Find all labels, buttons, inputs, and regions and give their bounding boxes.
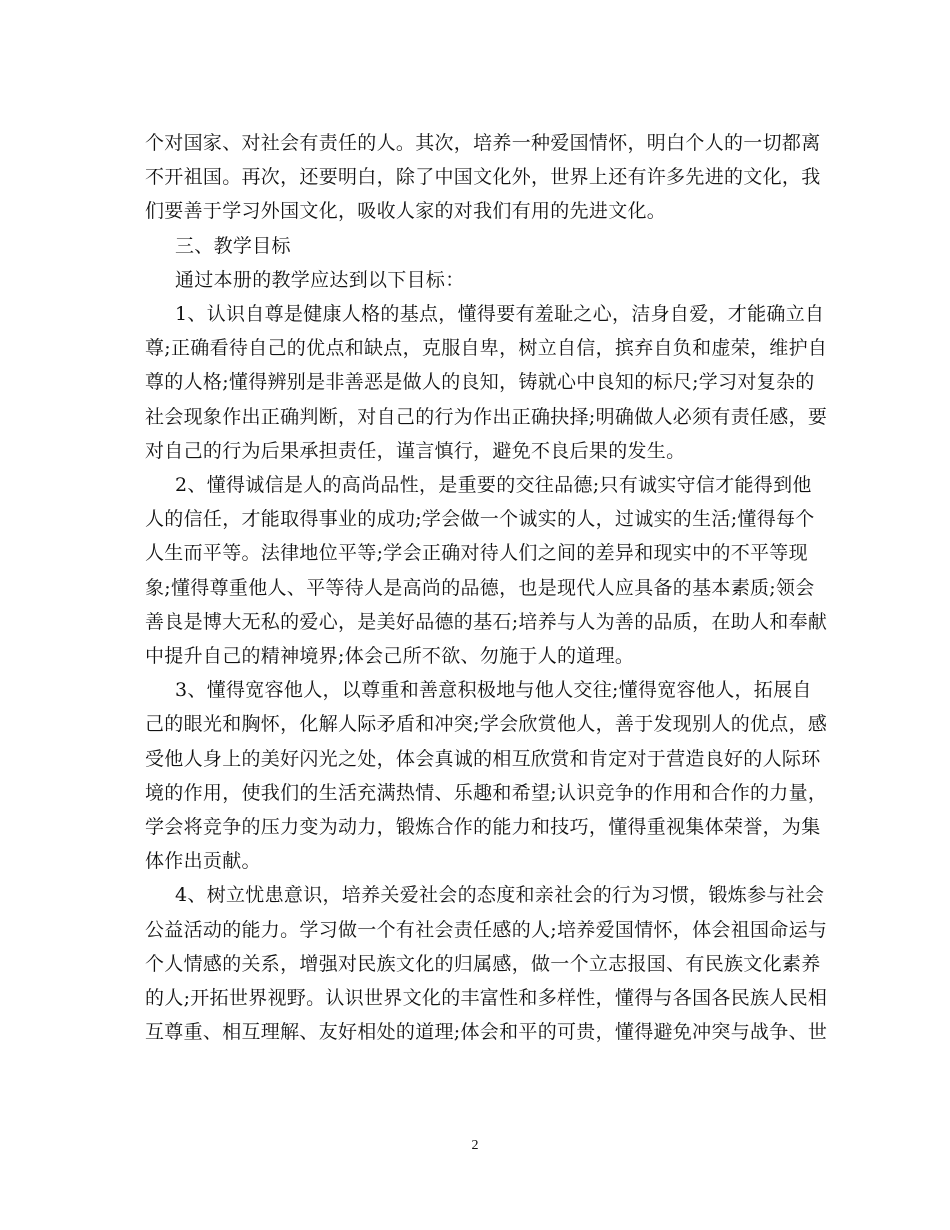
text-line: 2、懂得诚信是人的高尚品性，是重要的交往品德;只有诚实守信才能得到他	[175, 474, 812, 497]
text-line: 1、认识自尊是健康人格的基点，懂得要有羞耻之心，洁身自爱，才能确立自	[175, 303, 825, 326]
text-line: 人生而平等。法律地位平等;学会正确对待人们之间的差异和现实中的不平等现	[145, 542, 808, 565]
paragraph-goal-3	[145, 673, 828, 878]
paragraph-goal-1	[145, 297, 828, 468]
text-line: 境的作用，使我们的生活充满热情、乐趣和希望;认识竞争的作用和合作的力量，	[145, 781, 828, 804]
text-line: 社会现象作出正确判断，对自己的行为作出正确抉择;明确做人必须有责任感，要	[145, 405, 828, 428]
text-line: 学会将竞争的压力变为动力，锻炼合作的能力和技巧，懂得重视集体荣誉，为集	[145, 816, 821, 839]
text-line: 不开祖国。再次，还要明白，除了中国文化外，世界上还有许多先进的文化，我	[145, 166, 821, 189]
body-text	[145, 126, 828, 1049]
text-line: 4、树立忧患意识，培养关爱社会的态度和亲社会的行为习惯，锻炼参与社会	[175, 884, 825, 907]
text-line: 们要善于学习外国文化，吸收人家的对我们有用的先进文化。	[145, 200, 667, 223]
page-number: 2	[471, 1138, 479, 1153]
paragraph-continuation	[145, 126, 821, 229]
text-line: 尊;正确看待自己的优点和缺点，克服自卑，树立自信，摈弃自负和虚荣，维护自	[145, 337, 828, 360]
paragraph-goal-2	[145, 468, 828, 673]
text-line: 公益活动的能力。学习做一个有社会责任感的人;培养爱国情怀，体会祖国命运与	[145, 918, 828, 941]
section-heading	[145, 229, 811, 263]
text-line: 受他人身上的美好闪光之处，体会真诚的相互欣赏和肯定对于营造良好的人际环	[145, 747, 821, 770]
text-line: 的人;开拓世界视野。认识世界文化的丰富性和多样性，懂得与各国各民族人民相	[145, 987, 828, 1010]
text-line: 中提升自己的精神境界;体会己所不欲、勿施于人的道理。	[145, 645, 635, 668]
heading-text: 三、教学目标	[175, 234, 291, 257]
text-line: 3、懂得宽容他人，以尊重和善意积极地与他人交往;懂得宽容他人，拓展自	[175, 679, 812, 702]
text-line: 互尊重、相互理解、友好相处的道理;体会和平的可贵，懂得避免冲突与战争、世	[145, 1021, 828, 1044]
text-line: 己的眼光和胸怀，化解人际矛盾和冲突;学会欣赏他人，善于发现别人的优点，感	[145, 713, 828, 736]
text-line: 对自己的行为后果承担责任，谨言慎行，避免不良后果的发生。	[145, 439, 686, 462]
text-line: 个人情感的关系，增强对民族文化的归属感，做一个立志报国、有民族文化素养	[145, 952, 821, 975]
text-line: 尊的人格;懂得辨别是非善恶是做人的良知，铸就心中良知的标尺;学习对复杂的	[145, 371, 815, 394]
text-line: 通过本册的教学应达到以下目标：	[175, 268, 465, 291]
text-line: 善良是博大无私的爱心，是美好品德的基石;培养与人为善的品质，在助人和奉献	[145, 610, 828, 633]
paragraph-goal-4	[145, 878, 828, 1049]
text-line: 象;懂得尊重他人、平等待人是高尚的品德，也是现代人应具备的基本素质;领会	[145, 576, 815, 599]
text-line: 个对国家、对社会有责任的人。其次，培养一种爱国情怀，明白个人的一切都离	[145, 132, 821, 154]
paragraph-intro	[145, 263, 811, 297]
text-line: 体作出贡献。	[145, 850, 261, 873]
text-line: 人的信任，才能取得事业的成功;学会做一个诚实的人，过诚实的生活;懂得每个	[145, 508, 815, 531]
